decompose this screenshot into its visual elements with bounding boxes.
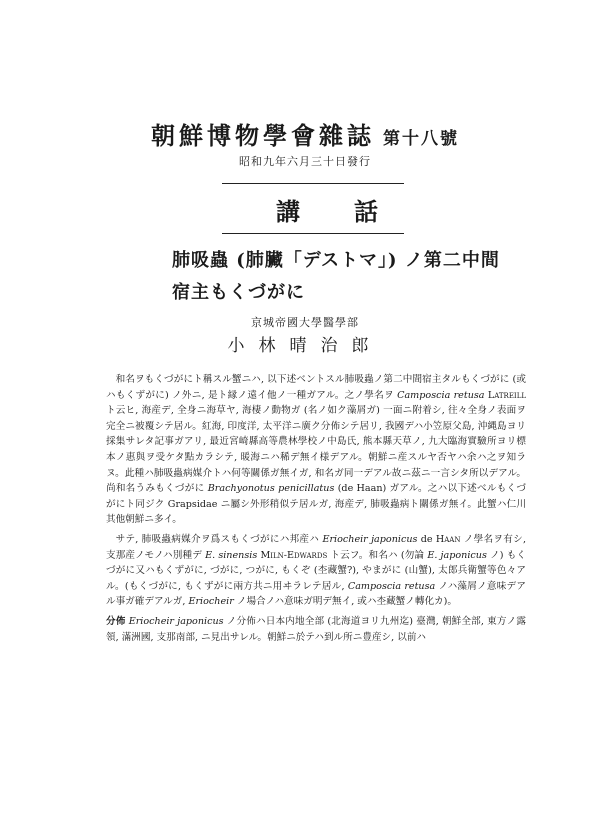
text-run: ノ) もくづがに又ハもくずがに, づがに, つがに, もくぞ (杢藏蟹?), やまがに (山蟹), 太郎兵衛蟹等色々アル。(もくづがに, もくずがに兩方共ニ用ヰラレテ居ル, bbox=[106, 549, 527, 592]
scientific-name: E. japonicus bbox=[427, 549, 487, 561]
text-run: ノ場合ノハ意味ガ明デ無イ, 或ハ杢藏蟹ノ轉化カ)。 bbox=[233, 596, 457, 608]
scientific-name: Brachyonotus penicillatus bbox=[207, 483, 335, 495]
author-name: 小林晴治郎 bbox=[227, 336, 383, 356]
article-body bbox=[106, 372, 526, 649]
scientific-name: Camposcia retusa bbox=[347, 580, 436, 592]
scientific-name: Eriocheir bbox=[188, 596, 234, 608]
author-citation: Latreill bbox=[484, 389, 526, 401]
journal-name: 朝鮮博物學會雜誌 bbox=[151, 121, 375, 150]
section-rule-bottom bbox=[222, 233, 404, 234]
text-run: ト云フ。和名ハ (勿論 bbox=[327, 549, 428, 561]
text-run: 和名ヲもくづがにト稱スル蟹ニハ, 以下述ベントスル肺吸蟲ノ第二中間宿主タルもくづがに (或ハもくずがに) ノ外ニ, 是ト縁ノ遠イ他ノ一種ガアル。之ノ學名ヲ bbox=[106, 374, 526, 401]
scientific-name: Eriocheir japonicus bbox=[128, 615, 224, 627]
text-run: ト云ヒ, 海産デ, 全身ニ海草ヤ, 海棲ノ動物ガ (名ノ如ク藻屑ガ) 一面ニ附着シ, 往々全身ノ表面ヲ完全ニ被覆シテ居ル。紅海, 印度洋, 太平洋ニ廣ク分佈シテ居リ, 我國デハ小笠原父島, 沖縄島ヨリ採集サレタ記事ガアリ, 最近宮崎縣高等農林學校ノ中島氏, 熊本縣天草ノ, 九大臨海實驗所ヨリ標本ノ惠與ヲ受ケタ點カラシテ, 暖海ニハ稀デ無イ様デアル。朝鮮ニ産スルヤ否ヤハ余ハ之ヲ知ラヌ。此種ハ肺吸蟲病媒介トハ何等關係ガ無イガ, 和名ガ同一デアル故ニ茲ニ一言シタ所以デアル。尚和名うみもくづがに bbox=[106, 405, 526, 495]
text-run: サテ, 肺吸蟲病媒介ヲ爲スもくづがにハ邦産ハ bbox=[115, 533, 323, 545]
scientific-name: E. sinensis bbox=[205, 549, 258, 561]
issue-number: 第十八號 bbox=[383, 129, 459, 149]
section-rule-top bbox=[222, 183, 404, 184]
paragraph-heading: 分佈 bbox=[106, 615, 126, 627]
article-title-line1: 肺吸蟲 (肺臟「デストマ」) ノ第二中間 bbox=[172, 250, 500, 271]
body-paragraph-2 bbox=[106, 532, 526, 610]
body-paragraph-1 bbox=[106, 372, 526, 528]
article-title-line2: 宿主もくづがに bbox=[172, 282, 305, 303]
text-run: ノ分佈ハ日本内地全部 (北海道ヨリ九州迄) 臺灣, 朝鮮全部, 東方ノ露領, 滿洲國, 支那南部, ニ見出サレル。朝鮮ニ於テハ到ル所ニ豊産シ, 以前ハ bbox=[106, 615, 526, 643]
scientific-name: Camposcia retusa bbox=[397, 389, 485, 401]
author-affiliation: 京城帝國大學醫學部 bbox=[251, 316, 359, 329]
text-run: (de Haan) ガアル。之ハ以下述べルもくづがにト同ジク Grapsidae ニ屬シ外形稍似テ居ルガ, 海産デ, 肺吸蟲病ト關係ガ無イ。此蟹ハ仁川其他朝鮮ニ多イ。 bbox=[106, 483, 526, 526]
text-run: ノ學名ヲ有シ, 支那産ノモノハ別種デ bbox=[106, 533, 526, 561]
author-citation: Haan bbox=[435, 533, 461, 545]
masthead bbox=[0, 116, 610, 151]
scientific-name: Eriocheir japonicus bbox=[322, 533, 418, 545]
text-run: de bbox=[417, 533, 436, 545]
body-paragraph-3 bbox=[106, 614, 526, 645]
publication-date: 昭和九年六月三十日發行 bbox=[239, 155, 371, 168]
section-label: 講話 bbox=[276, 197, 432, 226]
author-citation: Miln-Edwards bbox=[257, 549, 328, 561]
text-run: ノハ藻屑ノ意味デアル事ガ確デアルガ, bbox=[106, 580, 526, 608]
